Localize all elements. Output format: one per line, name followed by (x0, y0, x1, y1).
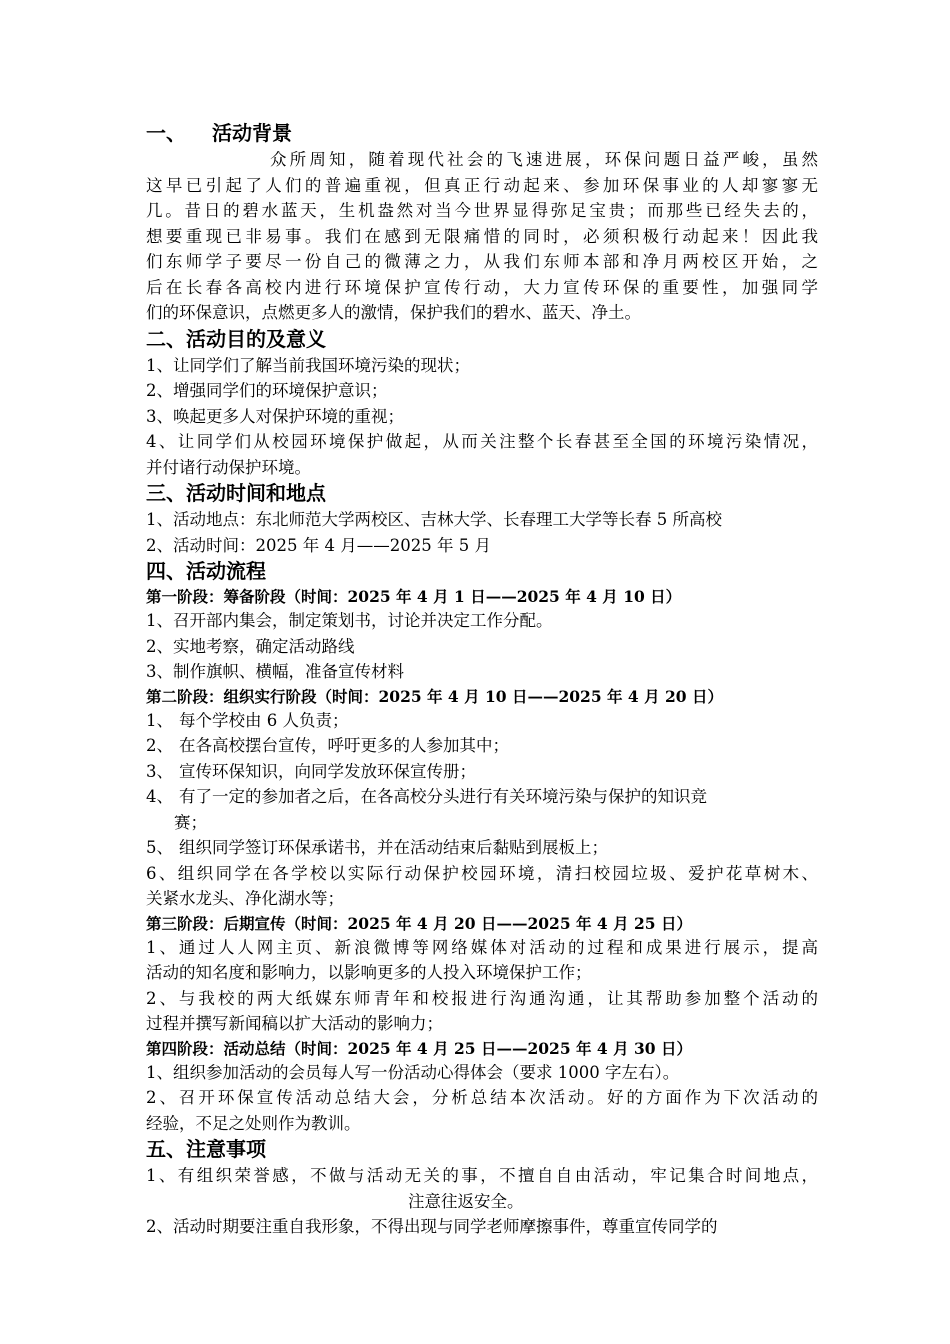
list-item: 3、唤起更多人对保护环境的重视； (146, 406, 404, 426)
list-item: 1、组织参加活动的会员每人写一份活动心得体会（要求 1000 字左右）。 (146, 1062, 680, 1082)
stage-heading: 第三阶段：后期宣传（时间：2025 年 4 月 20 日——2025 年 4 月 25 日） (146, 913, 692, 933)
list-item: 2、实地考察，确定活动路线 (146, 636, 355, 656)
item-text: 有了一定的参加者之后，在各高校分头进行有关环境污染与保护的知识竞 (179, 787, 707, 806)
list-item-continuation: 经验，不足之处则作为教训。 (146, 1113, 361, 1133)
item-number: 3、 (146, 761, 173, 781)
list-item-continuation: 并付诸行动保护环境。 (146, 457, 311, 477)
paragraph-line: 后在长春各高校内进行环境保护宣传行动，大力宣传环保的重要性，加强同学 (146, 277, 818, 297)
list-item (146, 759, 818, 785)
list-item: 2、召开环保宣传活动总结大会，分析总结本次活动。好的方面作为下次活动的 (146, 1088, 818, 1107)
list-item: 2、活动时期要注重自我形象，不得出现与同学老师摩擦事件，尊重宣传同学的 (146, 1217, 718, 1236)
list-item (146, 708, 818, 734)
list-item-continuation: 过程并撰写新闻稿以扩大活动的影响力； (146, 1014, 443, 1033)
section-heading-process: 四、活动流程 (146, 559, 266, 583)
section-heading-notes: 五、注意事项 (146, 1137, 266, 1161)
list-item: 1、有组织荣誉感，不做与活动无关的事，不擅自自由活动，牢记集合时间地点， (146, 1166, 818, 1185)
stage-heading: 第二阶段：组织实行阶段（时间：2025 年 4 月 10 日——2025 年 4 月 20 日） (146, 686, 723, 706)
item-text: 在各高校摆台宣传，呼吁更多的人参加其中； (179, 736, 509, 755)
paragraph-line: 想要重现已非易事。我们在感到无限痛惜的同时，必须积极行动起来！因此我 (146, 226, 818, 246)
list-item: 2、增强同学们的环境保护意识； (146, 381, 388, 400)
list-item (146, 835, 818, 861)
list-item: 6、组织同学在各学校以实际行动保护校园环境，清扫校园垃圾、爱护花草树木、 (146, 863, 818, 883)
document-page (146, 120, 818, 1240)
list-item: 1、通过人人网主页、新浪微博等网络媒体对活动的过程和成果进行展示，提高 (146, 937, 818, 957)
section-heading-time-place: 三、活动时间和地点 (146, 481, 326, 505)
list-item: 3、制作旗帜、横幅，准备宣传材料 (146, 662, 404, 681)
list-item: 2、与我校的两大纸媒东师青年和校报进行沟通沟通，让其帮助参加整个活动的 (146, 988, 818, 1008)
list-item: 1、让同学们了解当前我国环境污染的现状； (146, 355, 470, 375)
paragraph-line: 几。昔日的碧水蓝天，生机盎然对当今世界显得弥足宝贵；而那些已经失去的， (146, 201, 818, 220)
item-number: 5、 (146, 838, 173, 857)
list-item-continuation: 赛； (174, 812, 207, 832)
stage-heading: 第四阶段：活动总结（时间：2025 年 4 月 25 日——2025 年 4 月 30 日） (146, 1038, 692, 1058)
list-item-continuation: 关紧水龙头、净化湖水等； (146, 889, 344, 908)
section-title: 活动背景 (212, 121, 292, 145)
list-item-continuation: 注意往返安全。 (408, 1191, 524, 1211)
section-number: 一、 (146, 121, 186, 145)
paragraph-line: 们的环保意识，点燃更多人的激情，保护我们的碧水、蓝天、净土。 (146, 303, 641, 322)
item-number: 2、 (146, 736, 173, 755)
item-number: 1、 (146, 710, 173, 730)
item-text: 宣传环保知识，向同学发放环保宣传册； (179, 761, 476, 781)
list-item (146, 733, 818, 759)
paragraph-line: 这早已引起了人们的普遍重视，但真正行动起来、参加环保事业的人却寥寥无 (146, 175, 818, 195)
list-item-continuation: 活动的知名度和影响力，以影响更多的人投入环境保护工作； (146, 963, 592, 982)
list-item: 4、让同学们从校园环境保护做起，从而关注整个长春甚至全国的环境污染情况， (146, 432, 818, 451)
paragraph-line: 们东师学子要尽一份自己的微薄之力，从我们东师本部和净月两校区开始，之 (146, 252, 818, 271)
section-heading-purpose: 二、活动目的及意义 (146, 326, 326, 351)
item-number: 4、 (146, 787, 173, 806)
list-item: 1、召开部内集会，制定策划书，讨论并决定工作分配。 (146, 611, 553, 630)
item-text: 组织同学签订环保承诺书，并在活动结束后黏贴到展板上； (179, 838, 608, 857)
section-heading-background (146, 120, 818, 147)
list-item (146, 784, 818, 810)
item-text: 每个学校由 6 人负责； (179, 710, 349, 730)
list-item: 2、活动时间：2025 年 4 月——2025 年 5 月 (146, 535, 491, 555)
paragraph-line: 众所周知，随着现代社会的飞速进展，环保问题日益严峻，虽然 (270, 150, 818, 169)
stage-heading: 第一阶段：筹备阶段（时间：2025 年 4 月 1 日——2025 年 4 月 10 日） (146, 587, 682, 606)
list-item: 1、活动地点：东北师范大学两校区、吉林大学、长春理工大学等长春 5 所高校 (146, 510, 722, 529)
